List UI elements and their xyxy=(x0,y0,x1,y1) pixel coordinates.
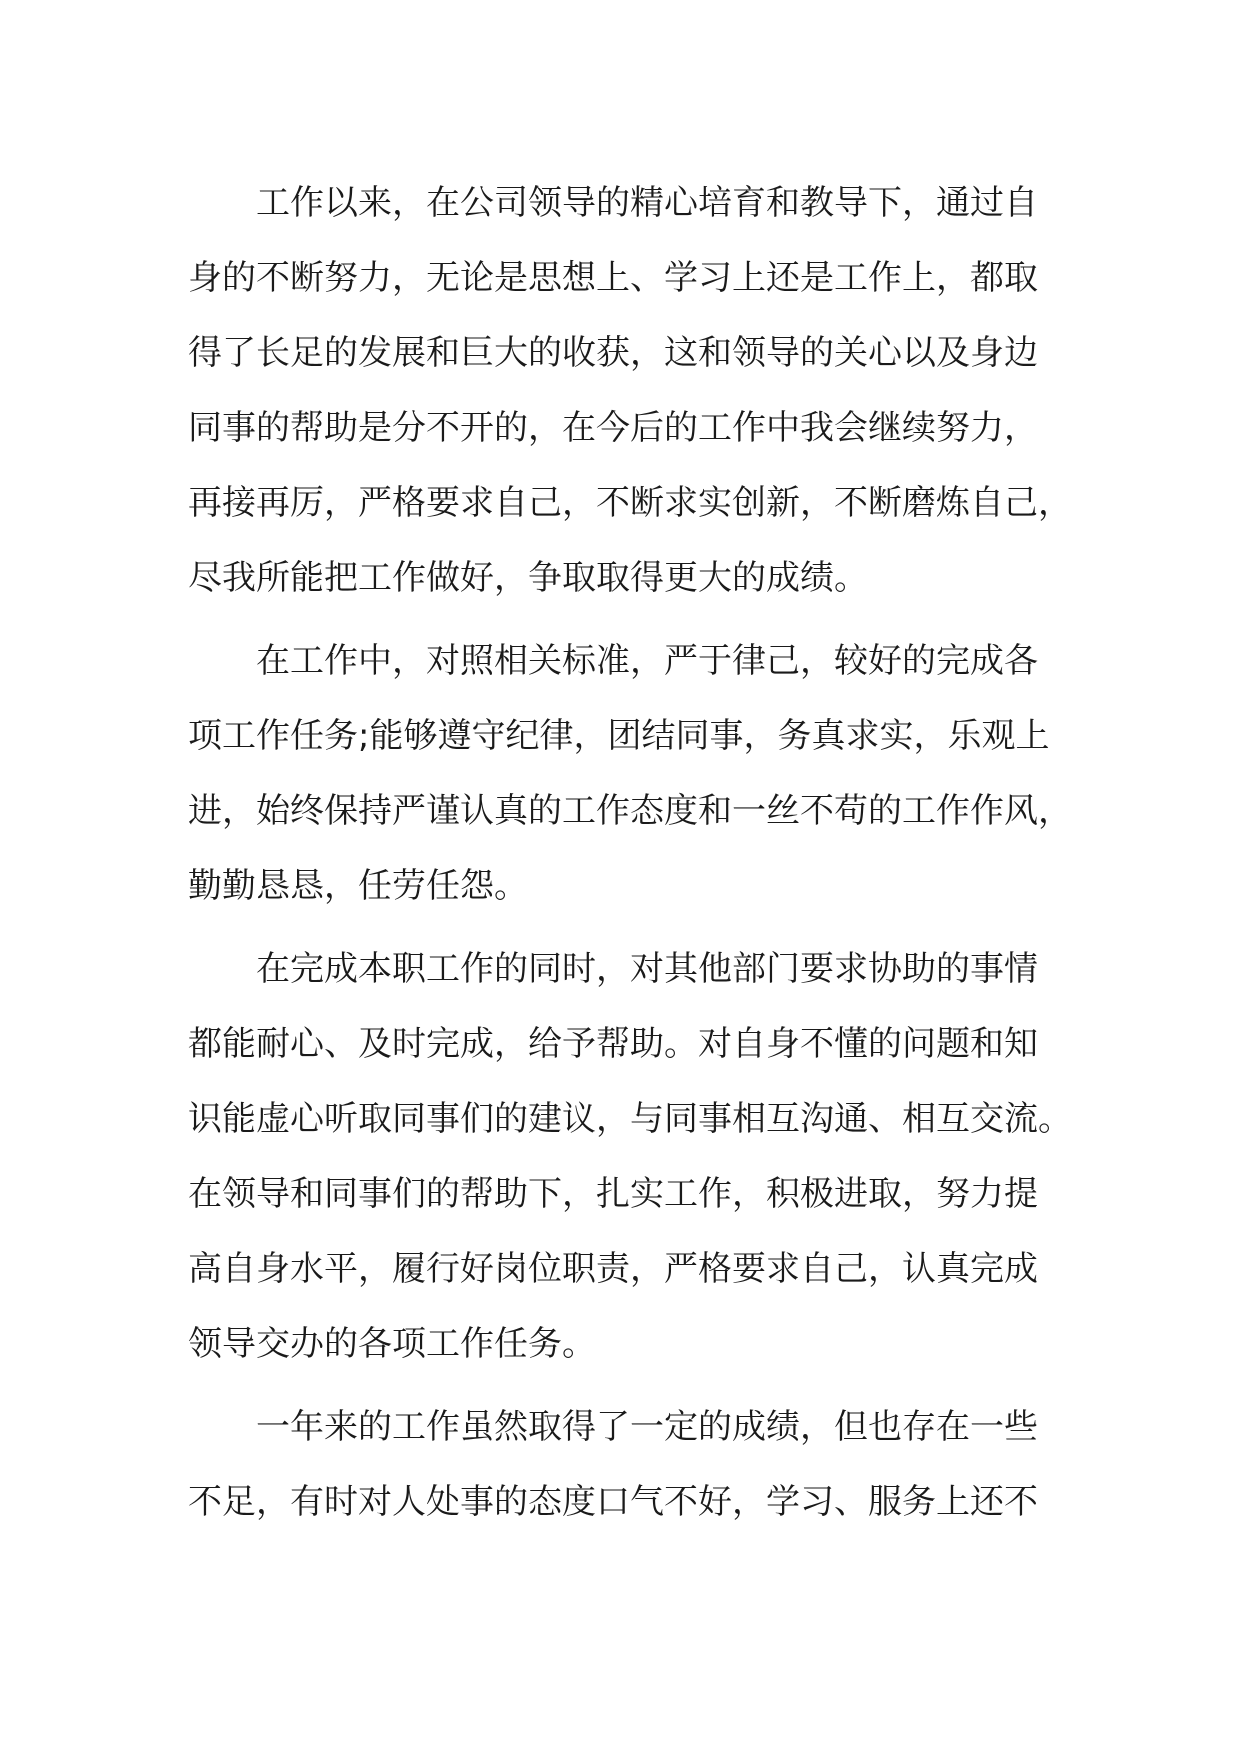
text-line: 项工作任务;能够遵守纪律，团结同事，务真求实，乐观上 xyxy=(188,716,1050,756)
text-line: 得了长足的发展和巨大的收获，这和领导的关心以及身边 xyxy=(188,333,1038,373)
document-body xyxy=(188,166,1072,1548)
text-line: 工作以来，在公司领导的精心培育和教导下，通过自 xyxy=(256,183,1038,223)
text-line: 高自身水平，履行好岗位职责，严格要求自己，认真完成 xyxy=(188,1249,1038,1289)
text-line: 一年来的工作虽然取得了一定的成绩，但也存在一些 xyxy=(256,1407,1038,1447)
paragraph-3 xyxy=(188,932,1072,1382)
text-line: 在完成本职工作的同时，对其他部门要求协助的事情 xyxy=(256,949,1038,989)
text-line: 勤勤恳恳，任劳任怨。 xyxy=(188,866,528,906)
paragraph-2 xyxy=(188,624,1072,924)
paragraph-1 xyxy=(188,166,1072,616)
text-line: 不足，有时对人处事的态度口气不好，学习、服务上还不 xyxy=(188,1482,1038,1522)
text-line: 尽我所能把工作做好，争取取得更大的成绩。 xyxy=(188,558,868,598)
text-line: 进，始终保持严谨认真的工作态度和一丝不苟的工作作风， xyxy=(188,791,1072,831)
text-line: 再接再厉，严格要求自己，不断求实创新，不断磨炼自己， xyxy=(188,483,1072,523)
paragraph-4 xyxy=(188,1390,1058,1540)
text-line: 识能虚心听取同事们的建议，与同事相互沟通、相互交流。 xyxy=(188,1099,1072,1139)
text-line: 在工作中，对照相关标准，严于律己，较好的完成各 xyxy=(256,641,1038,681)
text-line: 领导交办的各项工作任务。 xyxy=(188,1324,596,1364)
text-line: 身的不断努力，无论是思想上、学习上还是工作上，都取 xyxy=(188,258,1038,298)
text-line: 都能耐心、及时完成，给予帮助。对自身不懂的问题和知 xyxy=(188,1024,1038,1064)
text-line: 在领导和同事们的帮助下，扎实工作，积极进取，努力提 xyxy=(188,1174,1038,1214)
text-line: 同事的帮助是分不开的，在今后的工作中我会继续努力， xyxy=(188,408,1038,448)
